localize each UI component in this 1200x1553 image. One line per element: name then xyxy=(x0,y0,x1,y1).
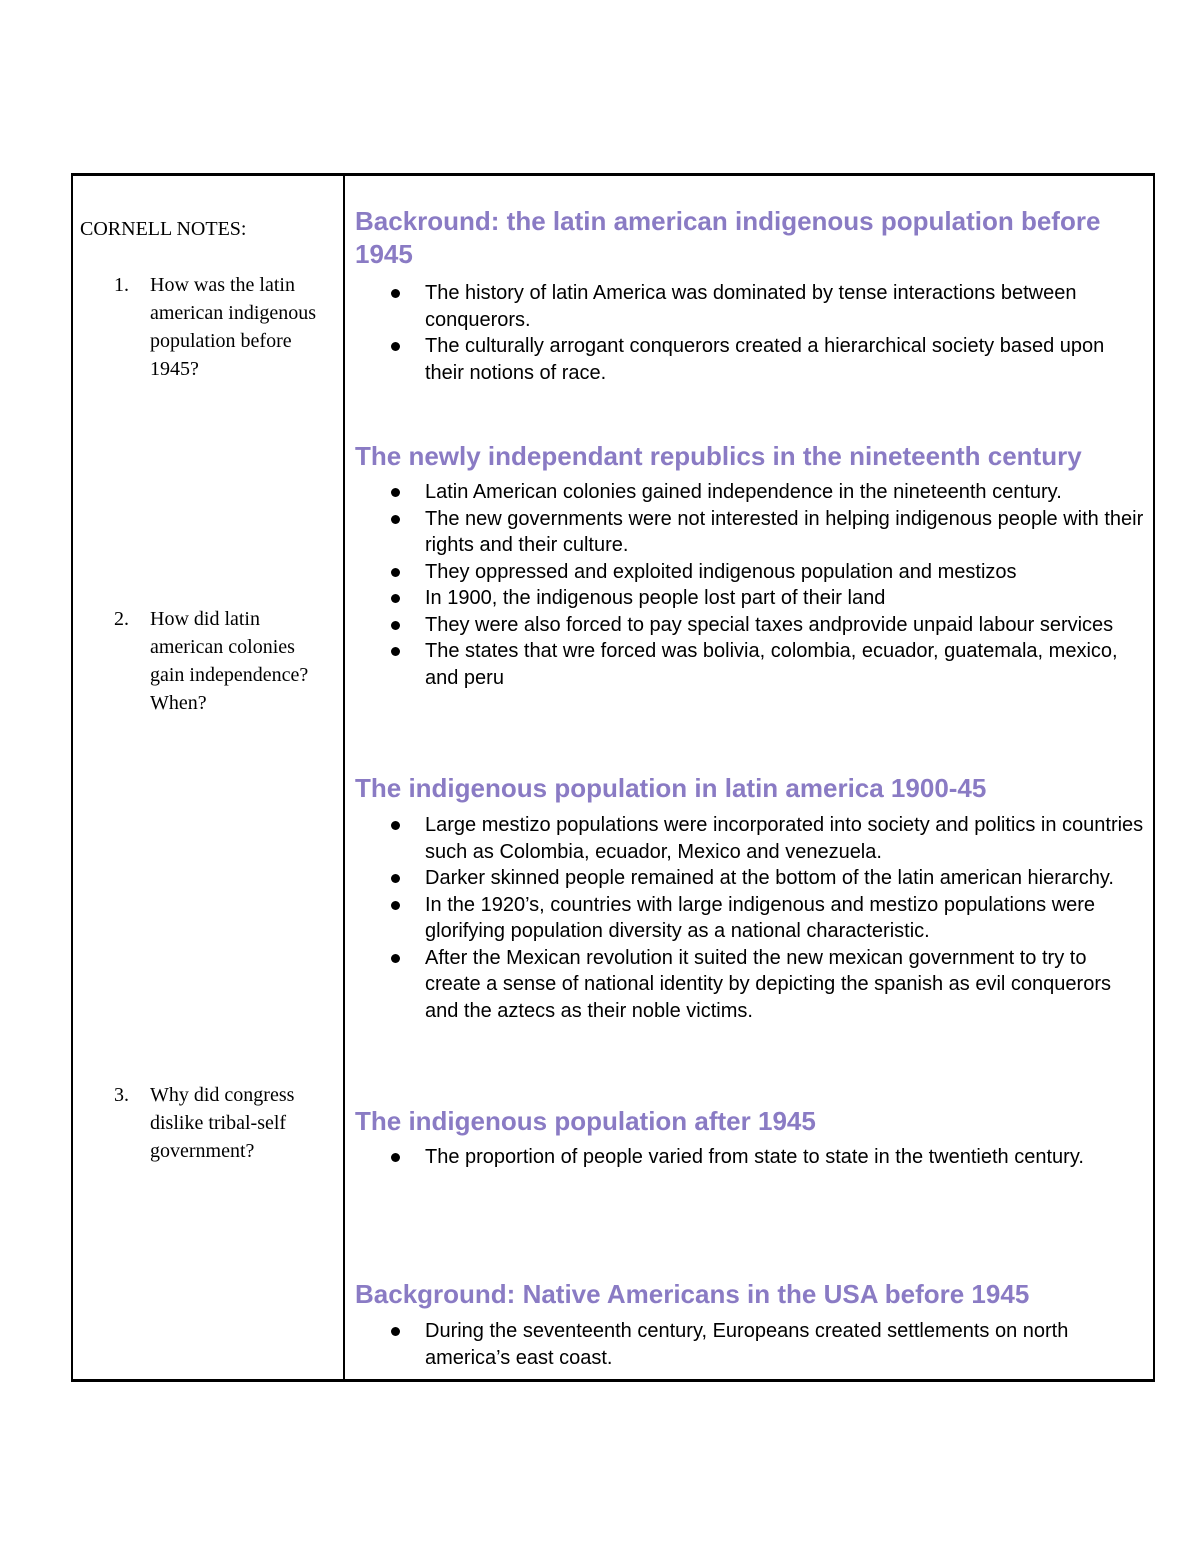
cue-column xyxy=(80,215,335,1162)
bullet-item: The history of latin America was dominated by tense interactions between conquerors. xyxy=(355,280,1145,333)
bullet-item: They oppressed and exploited indigenous population and mestizos xyxy=(355,559,1145,586)
bullet-item: They were also forced to pay special taxes andprovide unpaid labour services xyxy=(355,612,1145,639)
bullet-dot-icon xyxy=(391,1327,400,1336)
question-number: 2. xyxy=(114,608,129,630)
bullet-item: Large mestizo populations were incorporated into society and politics in countries such as Colombia, ecuador, Mexico and venezuela. xyxy=(355,812,1145,865)
bullet-item: In 1900, the indigenous people lost part of their land xyxy=(355,585,1145,612)
bullet-dot-icon xyxy=(391,568,400,577)
question-text: How did latin american colonies gain independence? When? xyxy=(150,608,309,714)
section-heading: The newly independant republics in the nineteenth century xyxy=(355,441,1082,471)
bullet-dot-icon xyxy=(391,954,400,963)
bullet-item: The proportion of people varied from state to state in the twentieth century. xyxy=(355,1144,1145,1171)
question-number: 3. xyxy=(114,1084,129,1106)
bullet-dot-icon xyxy=(391,647,400,656)
question-number: 1. xyxy=(114,274,129,296)
bullet-dot-icon xyxy=(391,594,400,603)
bullet-item: After the Mexican revolution it suited the new mexican government to try to create a sense of national identity by depicting the spanish as evil conquerors and the aztecs as their noble victims. xyxy=(355,945,1145,1025)
bullet-dot-icon xyxy=(391,289,400,298)
section-bullets xyxy=(355,812,1145,1024)
cue-column-title: CORNELL NOTES: xyxy=(80,218,247,240)
section-bullets xyxy=(355,280,1145,386)
bullet-dot-icon xyxy=(391,821,400,830)
bullet-dot-icon xyxy=(391,874,400,883)
bullet-item: The culturally arrogant conquerors created a hierarchical society based upon their notions of race. xyxy=(355,333,1145,386)
bullet-item: The states that wre forced was bolivia, colombia, ecuador, guatemala, mexico, and peru xyxy=(355,638,1145,691)
bullet-item: Latin American colonies gained independence in the nineteenth century. xyxy=(355,479,1145,506)
bullet-dot-icon xyxy=(391,488,400,497)
column-divider xyxy=(343,173,345,1382)
question-text: Why did congress dislike tribal-self government? xyxy=(150,1084,295,1162)
bullet-dot-icon xyxy=(391,515,400,524)
bullet-dot-icon xyxy=(391,621,400,630)
question-text: How was the latin american indigenous population before 1945? xyxy=(150,274,317,380)
section-heading: The indigenous population in latin america 1900-45 xyxy=(355,773,987,803)
section-heading: Backround: the latin american indigenous population before 1945 xyxy=(355,206,1101,269)
bullet-dot-icon xyxy=(391,1153,400,1162)
bullet-dot-icon xyxy=(391,901,400,910)
section-heading: The indigenous population after 1945 xyxy=(355,1106,816,1136)
bullet-item: During the seventeenth century, Europeans created settlements on north america’s east coast. xyxy=(355,1318,1145,1371)
section-bullets xyxy=(355,479,1145,691)
bullet-item: The new governments were not interested in helping indigenous people with their rights and their culture. xyxy=(355,506,1145,559)
bullet-item: In the 1920’s, countries with large indigenous and mestizo populations were glorifying population diversity as a national characteristic. xyxy=(355,892,1145,945)
bullet-dot-icon xyxy=(391,342,400,351)
section-heading: Background: Native Americans in the USA before 1945 xyxy=(355,1279,1030,1309)
section-bullets xyxy=(355,1144,1145,1171)
bullet-item: Darker skinned people remained at the bottom of the latin american hierarchy. xyxy=(355,865,1145,892)
section-bullets xyxy=(355,1318,1145,1371)
